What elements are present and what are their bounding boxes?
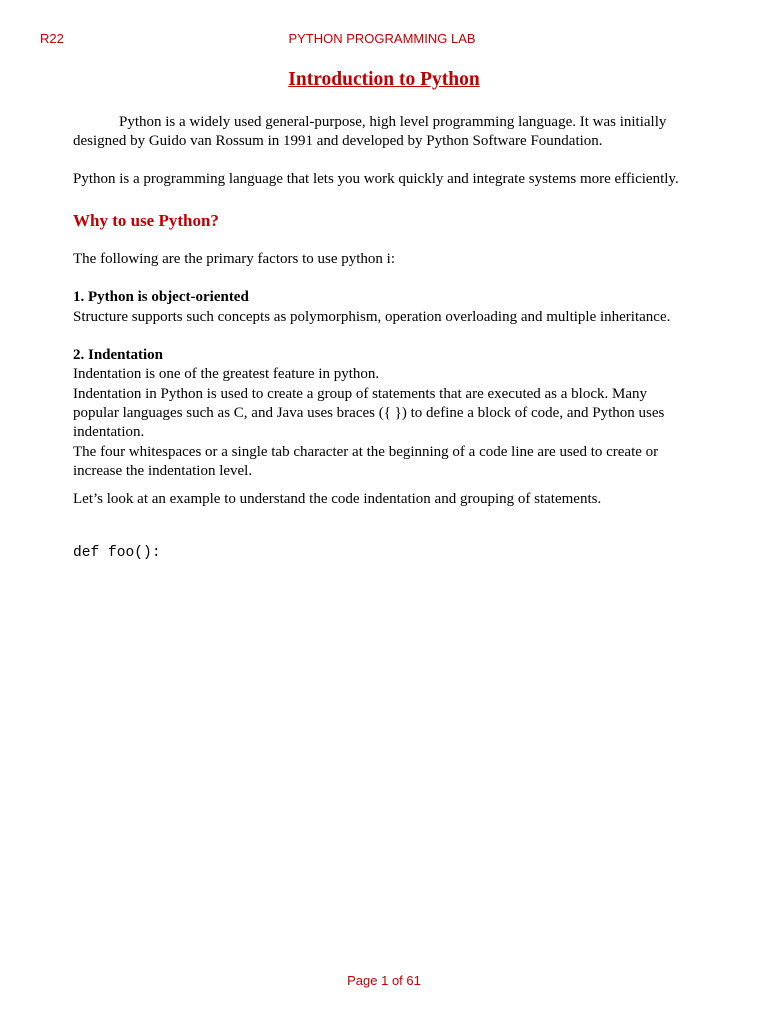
item-text-indentation-3: The four whitespaces or a single tab character at the beginning of a code line are used to create or increase the indentation level. <box>73 443 659 480</box>
page-number: Page 1 of 61 <box>347 973 421 988</box>
intro-paragraph-1: Python is a widely used general-purpose, high level programming language. It was initially designed by Guido van Rossum in 1991 and developed by Python Software Foundation. <box>73 114 667 150</box>
code-snippet: def foo(): <box>73 545 161 562</box>
item-text-indentation-1: Indentation is one of the greatest feature in python. <box>73 366 380 383</box>
intro-paragraph-2: Python is a programming language that lets you work quickly and integrate systems more efficiently. <box>73 171 679 188</box>
example-lead: Let’s look at an example to understand the code indentation and grouping of statements. <box>73 491 602 508</box>
item-title-indentation: 2. Indentation <box>73 346 164 363</box>
section-lead: The following are the primary factors to use python i: <box>73 251 395 268</box>
section-heading-why: Why to use Python? <box>73 210 219 230</box>
item-title-object-oriented: 1. Python is object-oriented <box>73 289 249 306</box>
page-title: Introduction to Python <box>288 69 480 90</box>
item-text-indentation-2: Indentation in Python is used to create a group of statements that are executed as a block. Many popular languages such as C, and Java uses braces ({ }) to define a block of code, and Python uses indentation. <box>73 385 665 441</box>
header-lab-title: PYTHON PROGRAMMING LAB <box>288 31 476 46</box>
header-regulation: R22 <box>40 31 64 46</box>
document-body <box>73 113 693 564</box>
item-text-object-oriented: Structure supports such concepts as polymorphism, operation overloading and multiple inheritance. <box>73 308 671 325</box>
